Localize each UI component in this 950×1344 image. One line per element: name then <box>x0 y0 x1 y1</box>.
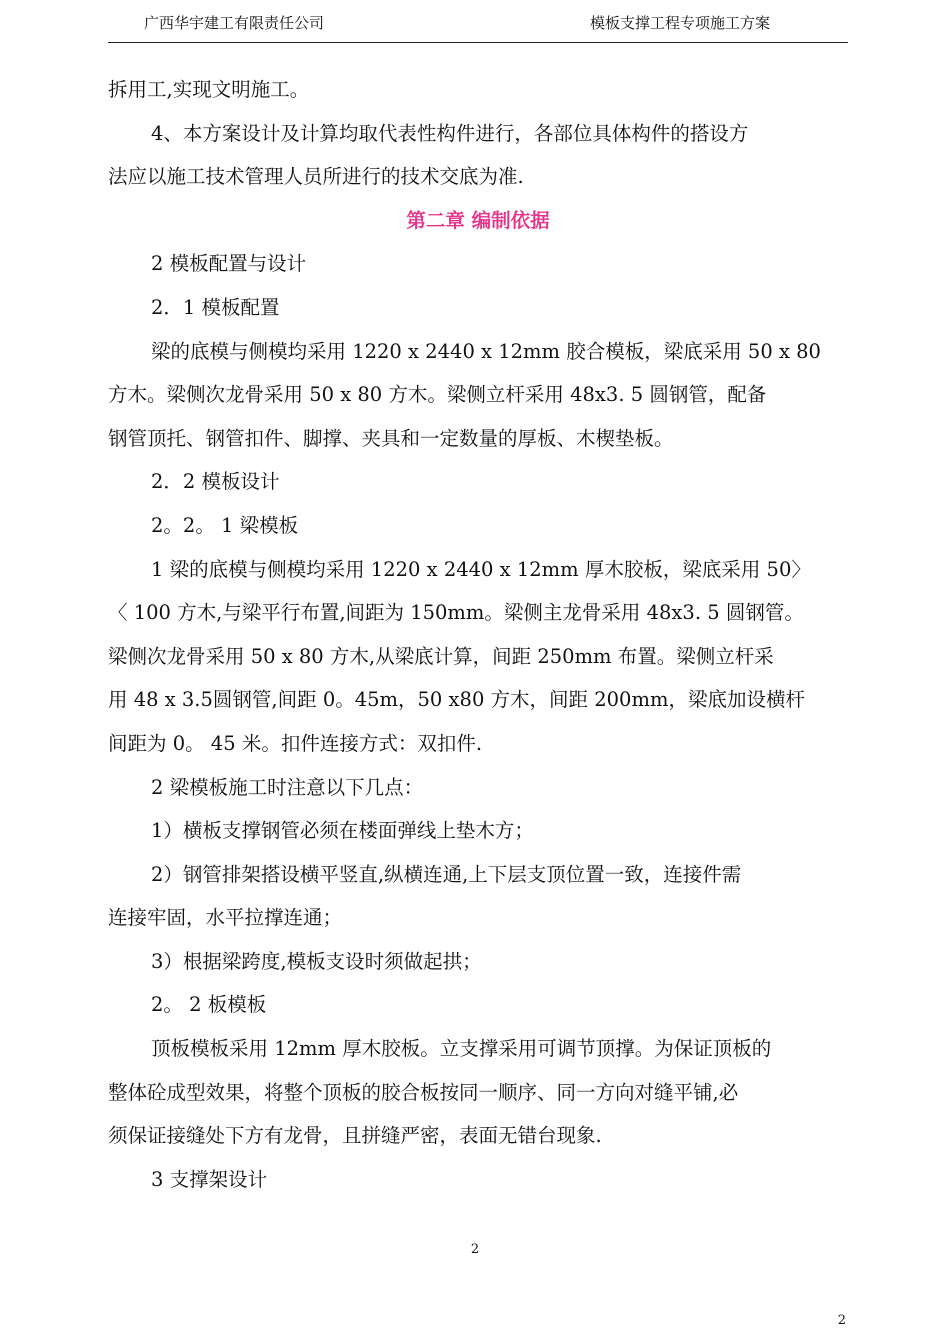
page-number-corner: 2 <box>837 1313 846 1328</box>
section-heading: 3 支撑架设计 <box>151 1167 268 1191</box>
text-line: 钢管顶托、钢管扣件、脚撑、夹具和一定数量的厚板、木楔垫板。 <box>108 426 674 450</box>
text-line: 用 48 x 3.5圆钢管,间距 0。45m，50 x80 方木，间距 200mm，梁底加设横杆 <box>108 688 805 712</box>
section-heading: 2。2。 1 梁模板 <box>151 513 299 537</box>
text-line: 顶板模板采用 12mm 厚木胶板。立支撑采用可调节顶撑。为保证顶板的 <box>151 1037 772 1061</box>
section-heading: 2．1 模板配置 <box>151 295 280 319</box>
text-line: 连接牢固，水平拉撑连通； <box>108 906 343 930</box>
text-line: 间距为 0。 45 米。扣件连接方式：双扣件. <box>108 731 483 755</box>
text-line: 法应以施工技术管理人员所进行的技术交底为准. <box>108 165 524 189</box>
list-item: 3）根据梁跨度,模板支设时须做起拱； <box>151 949 482 973</box>
document-title: 模板支撑工程专项施工方案 <box>589 14 770 32</box>
text-line: 拆用工,实现文明施工。 <box>108 78 310 101</box>
section-heading: 2。 2 板模板 <box>151 993 267 1017</box>
text-line: 梁侧次龙骨采用 50 x 80 方木,从梁底计算，间距 250mm 布置。梁侧立杆采 <box>108 644 774 668</box>
text-line: 整体砼成型效果，将整个顶板的胶合板按同一顺序、同一方向对缝平铺,必 <box>108 1080 739 1104</box>
text-line: 梁的底模与侧模均采用 1220 x 2440 x 12mm 胶合模板，梁底采用 50 x 80 <box>151 339 821 363</box>
text-line: 〈 100 方木,与梁平行布置,间距为 150mm。梁侧主龙骨采用 48x3. 5 圆钢管。 <box>108 601 804 625</box>
text-line: 2 梁模板施工时注意以下几点： <box>151 775 424 799</box>
text-line: 1 梁的底模与侧模均采用 1220 x 2440 x 12mm 厚木胶板，梁底采用 50〉 <box>151 557 811 581</box>
page-number: 2 <box>470 1242 480 1257</box>
text-line: 须保证接缝处下方有龙骨，且拼缝严密，表面无错台现象. <box>108 1124 602 1148</box>
page-header <box>108 8 848 43</box>
document-body <box>108 68 848 1201</box>
text-line: 4、本方案设计及计算均取代表性构件进行，各部位具体构件的搭设方 <box>151 121 749 145</box>
section-heading: 2 模板配置与设计 <box>151 252 307 276</box>
chapter-heading: 第二章 编制依据 <box>406 208 550 232</box>
section-heading: 2．2 模板设计 <box>151 470 280 494</box>
list-item: 2）钢管排架搭设横平竖直,纵横连通,上下层支顶位置一致，连接件需 <box>151 862 742 886</box>
list-item: 1）横板支撑钢管必须在楼面弹线上垫木方； <box>151 819 534 843</box>
company-name: 广西华宇建工有限责任公司 <box>144 14 325 32</box>
text-line: 方木。梁侧次龙骨采用 50 x 80 方木。梁侧立杆采用 48x3. 5 圆钢管，配备 <box>108 383 767 407</box>
